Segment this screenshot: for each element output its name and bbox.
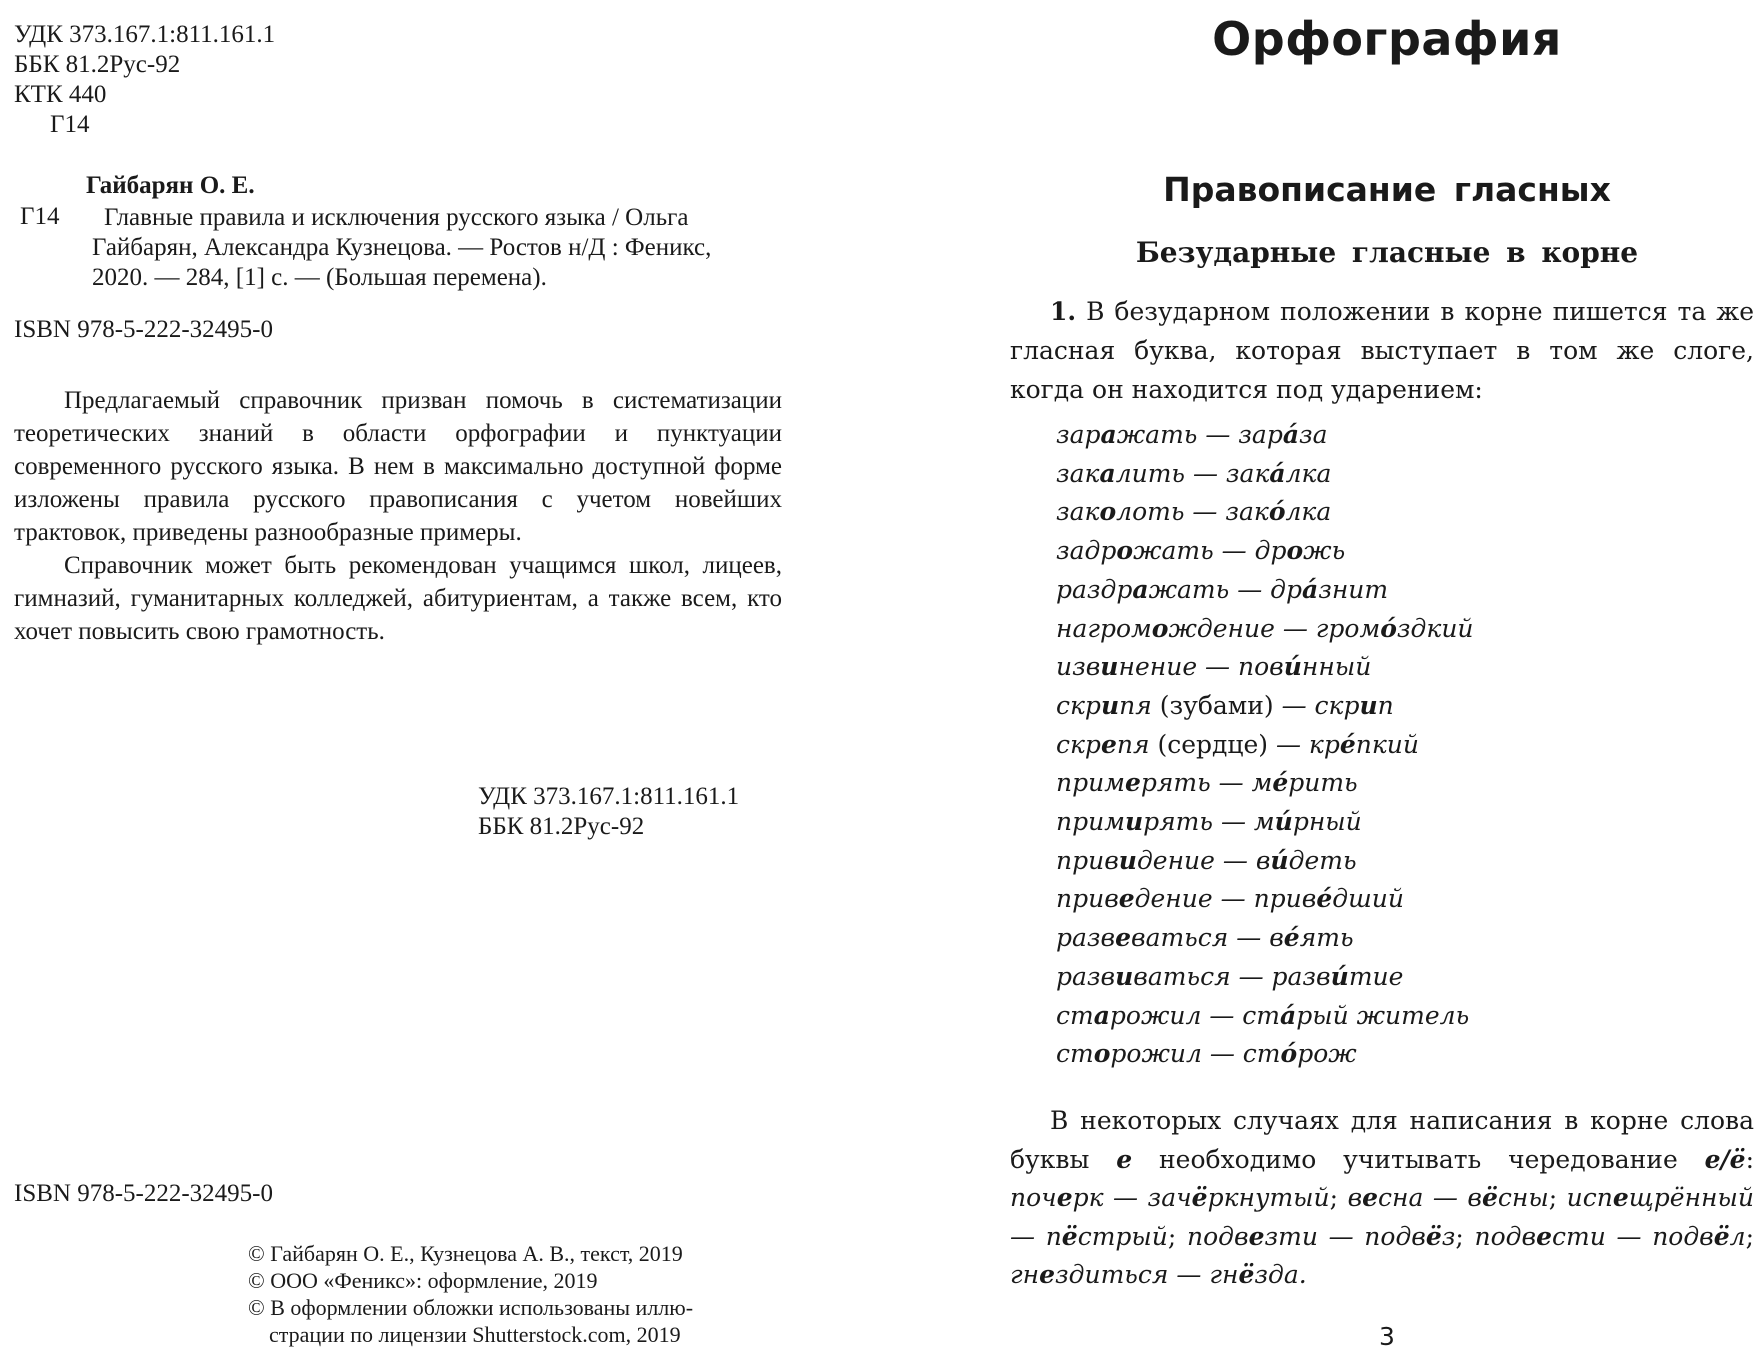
- bbk-code: ББК 81.2Рус-92: [14, 51, 181, 78]
- example-text: ять: [1299, 923, 1354, 953]
- copyright-line: © Гайбарян О. Е., Кузнецова А. В., текст, 2019: [248, 1241, 683, 1266]
- left-page: [0, 0, 800, 1364]
- example-word: сны: [1497, 1183, 1549, 1212]
- example-text: деть: [1288, 845, 1357, 875]
- example-pair: [1056, 764, 1474, 803]
- call-code: Г14: [50, 111, 90, 138]
- rule-paragraph: [1010, 292, 1754, 409]
- example-pair: [1056, 1035, 1474, 1074]
- example-text: ст: [1056, 1000, 1094, 1030]
- highlighted-vowel: а: [1093, 1000, 1110, 1030]
- note-paragraph: [1010, 1102, 1754, 1295]
- rule-text: В безударном положении в корне пишется та же гласная буква, которая выступает в том же слоге, когда он находится под ударением:: [1010, 297, 1754, 404]
- highlighted-vowel: о: [1151, 613, 1169, 643]
- example-pair: [1056, 610, 1474, 649]
- example-text: дение — прив: [1134, 884, 1317, 914]
- example-text: п: [1377, 690, 1394, 720]
- example-text: нагром: [1056, 613, 1152, 643]
- highlighted-vowel: и́: [1274, 807, 1293, 837]
- highlighted-vowel: á: [1302, 574, 1319, 604]
- highlighted-vowel: и́: [1270, 845, 1289, 875]
- biblio-line: 2020. — 284, [1] с. — (Большая перемена).: [92, 264, 547, 291]
- example-text: раздр: [1056, 574, 1133, 604]
- highlighted-letter: е: [1039, 1260, 1056, 1289]
- example-pair: [1056, 493, 1474, 532]
- copyright-line: © В оформлении обложки использованы иллю-: [248, 1295, 694, 1320]
- isbn-top: ISBN 978-5-222-32495-0: [14, 316, 274, 343]
- highlighted-letter: е: [1612, 1183, 1629, 1212]
- highlighted-vowel: é: [1283, 923, 1300, 953]
- copyright-block: [248, 1240, 778, 1348]
- example-word: сти — подв: [1552, 1221, 1714, 1251]
- example-text: нный: [1301, 652, 1372, 682]
- highlighted-vowel: и: [1359, 690, 1378, 720]
- example-text: прив: [1056, 884, 1119, 914]
- example-pair: [1056, 842, 1474, 881]
- example-word: щрённый — п: [1010, 1183, 1754, 1251]
- example-pair: [1056, 416, 1474, 455]
- highlighted-vowel: о: [1116, 536, 1134, 566]
- highlighted-vowel: е: [1115, 923, 1132, 953]
- highlighted-vowel: а: [1100, 420, 1117, 449]
- classification-codes: [14, 20, 275, 140]
- example-pair: [1056, 532, 1474, 571]
- example-text: дший: [1332, 884, 1404, 914]
- example-text: рожил — ст: [1110, 1039, 1281, 1069]
- example-word: рк — зач: [1072, 1183, 1192, 1212]
- example-text: лка: [1285, 458, 1332, 488]
- highlighted-letter: ё: [1425, 1221, 1442, 1251]
- highlighted-vowel: ó: [1380, 613, 1397, 643]
- bibliographic-record: [92, 203, 782, 293]
- example-text: прив: [1056, 845, 1119, 875]
- example-word: стрый: [1077, 1221, 1168, 1251]
- example-text: пя: [1116, 729, 1158, 759]
- example-text: тие: [1348, 961, 1404, 991]
- example-text: рить: [1288, 768, 1358, 798]
- example-text: задр: [1056, 536, 1117, 566]
- example-text: — скр: [1273, 690, 1360, 720]
- highlighted-vowel: é: [1316, 884, 1333, 914]
- section-title: Правописание гласных: [1163, 170, 1611, 209]
- highlighted-vowel: ó: [1280, 1039, 1298, 1069]
- example-text: скр: [1056, 729, 1101, 759]
- note-text: необходимо учитывать чередование: [1132, 1144, 1705, 1174]
- example-text: пкий: [1355, 729, 1419, 759]
- note-text: ;: [1745, 1221, 1755, 1251]
- example-context: (зубами): [1159, 690, 1274, 720]
- example-text: разв: [1056, 923, 1116, 953]
- highlighted-vowel: é: [1339, 729, 1356, 759]
- highlighted-vowel: á: [1280, 1000, 1297, 1030]
- example-text: пя: [1119, 690, 1160, 720]
- highlighted-vowel: á: [1282, 420, 1300, 449]
- chapter-title: Орфография: [1212, 12, 1562, 66]
- example-text: дение — в: [1136, 845, 1271, 875]
- example-pair: [1056, 919, 1474, 958]
- highlighted-vowel: и: [1118, 845, 1137, 875]
- ktk-code: КТК 440: [14, 81, 107, 108]
- example-text: ст: [1056, 1039, 1094, 1069]
- examples-list: [1056, 416, 1474, 1074]
- highlighted-letter: е: [1362, 1183, 1379, 1212]
- example-text: здкий: [1396, 613, 1474, 643]
- example-pair: [1056, 958, 1474, 997]
- udk-code: УДК 373.167.1:811.161.1: [14, 21, 276, 48]
- example-text: скр: [1056, 690, 1101, 720]
- example-text: ваться — в: [1131, 923, 1284, 953]
- highlighted-letter: ё: [1191, 1183, 1208, 1212]
- copyright-line: © ООО «Феникс»: оформление, 2019: [248, 1268, 598, 1293]
- highlighted-letter: е: [1056, 1183, 1073, 1212]
- example-text: рный: [1292, 807, 1362, 837]
- example-text: за: [1299, 420, 1328, 449]
- example-text: ждение — гром: [1168, 613, 1381, 643]
- example-text: изв: [1056, 652, 1101, 682]
- highlighted-vowel: и: [1115, 961, 1134, 991]
- annotation-paragraph: Предлагаемый справочник призван помочь в систематизации теоретических знаний в области орфографии и пунктуации современного русского языка. В нем в максимально доступной форме изложены правила русского правописания с учетом новейших трактовок, приведены разнообразные примеры.: [14, 387, 782, 546]
- note-text: ;: [1548, 1183, 1567, 1212]
- author-heading: Гайбарян О. Е.: [86, 172, 255, 199]
- note-text: ;: [1455, 1221, 1475, 1251]
- example-text: жать — др: [1148, 574, 1302, 604]
- example-text: ваться — разв: [1133, 961, 1331, 991]
- example-text: лоть — зак: [1116, 497, 1269, 527]
- udk-code: УДК 373.167.1:811.161.1: [478, 783, 740, 810]
- note-text: ;: [1167, 1221, 1188, 1251]
- highlighted-vowel: о: [1286, 536, 1304, 566]
- example-text: рять — м: [1140, 768, 1273, 798]
- biblio-code: Г14: [20, 203, 60, 230]
- highlighted-vowel: о: [1099, 497, 1117, 527]
- highlighted-letter: е/ё: [1704, 1144, 1746, 1174]
- isbn-bottom: ISBN 978-5-222-32495-0: [14, 1180, 274, 1207]
- highlighted-vowel: ó: [1268, 497, 1286, 527]
- example-text: лить — зак: [1115, 458, 1270, 488]
- highlighted-vowel: о: [1093, 1039, 1111, 1069]
- example-text: зар: [1056, 420, 1101, 449]
- rule-number: 1.: [1050, 297, 1077, 326]
- annotation-paragraph: Справочник может быть рекомендован учащимся школ, лицеев, гимназий, гуманитарных колледжей, абитуриентам, а также всем, кто хочет повысить свою грамотность.: [14, 552, 782, 645]
- highlighted-letter: ё: [1061, 1221, 1078, 1251]
- highlighted-letter: ё: [1481, 1183, 1498, 1212]
- example-text: лка: [1285, 497, 1332, 527]
- example-text: жать — др: [1133, 536, 1287, 566]
- example-pair: [1056, 803, 1474, 842]
- right-page: [1010, 0, 1764, 1364]
- example-pair: [1056, 455, 1474, 494]
- note-text: :: [1745, 1144, 1754, 1174]
- example-word: ркнутый: [1207, 1183, 1330, 1212]
- example-text: зак: [1056, 458, 1100, 488]
- example-text: прим: [1056, 768, 1125, 798]
- example-text: зак: [1056, 497, 1100, 527]
- example-word: подв: [1187, 1221, 1249, 1251]
- example-text: рожил — ст: [1109, 1000, 1281, 1030]
- example-pair: [1056, 997, 1474, 1036]
- highlighted-vowel: и́: [1330, 961, 1349, 991]
- example-word: зда.: [1254, 1260, 1307, 1289]
- example-text: рож: [1297, 1039, 1357, 1069]
- highlighted-vowel: е: [1100, 729, 1117, 759]
- biblio-line: Гайбарян, Александра Кузнецова. — Ростов н/Д : Феникс,: [92, 234, 712, 261]
- example-pair: [1056, 571, 1474, 610]
- example-pair: [1056, 880, 1474, 919]
- highlighted-letter: е: [1116, 1144, 1133, 1174]
- example-text: прим: [1056, 807, 1125, 837]
- example-word: л: [1729, 1221, 1746, 1251]
- biblio-line: Главные правила и исключения русского языка / Ольга: [104, 204, 689, 231]
- classification-codes-bottom: [478, 782, 739, 842]
- example-word: здиться — гн: [1055, 1260, 1239, 1289]
- example-pair: [1056, 687, 1474, 726]
- example-text: знит: [1318, 574, 1389, 604]
- example-text: жь: [1303, 536, 1346, 566]
- highlighted-vowel: á: [1269, 458, 1286, 488]
- highlighted-vowel: é: [1272, 768, 1289, 798]
- highlighted-letter: ё: [1713, 1221, 1730, 1251]
- note-text: В некоторых случаях для написания в корне слова буквы: [1010, 1106, 1754, 1174]
- example-pair: [1056, 648, 1474, 687]
- highlighted-vowel: е: [1124, 768, 1141, 798]
- example-word: поч: [1010, 1183, 1057, 1212]
- highlighted-vowel: е: [1118, 884, 1135, 914]
- bbk-code: ББК 81.2Рус-92: [478, 813, 645, 840]
- highlighted-vowel: а: [1132, 574, 1149, 604]
- highlighted-letter: е: [1248, 1221, 1265, 1251]
- example-text: рый житель: [1296, 1000, 1470, 1030]
- note-text: ;: [1329, 1183, 1348, 1212]
- example-text: жать — зар: [1116, 420, 1283, 449]
- example-pair: [1056, 726, 1474, 765]
- copyright-line: страции по лицензии Shutterstock.com, 2019: [269, 1322, 681, 1347]
- highlighted-vowel: и́: [1283, 652, 1302, 682]
- example-text: нение — пов: [1118, 652, 1284, 682]
- example-word: исп: [1566, 1183, 1613, 1212]
- highlighted-letter: е: [1536, 1221, 1552, 1251]
- highlighted-vowel: и: [1124, 807, 1144, 837]
- example-text: разв: [1056, 961, 1116, 991]
- highlighted-vowel: и: [1100, 652, 1119, 682]
- highlighted-vowel: а: [1099, 458, 1116, 488]
- example-text: — кр: [1268, 729, 1340, 759]
- example-word: сна — в: [1378, 1183, 1482, 1212]
- example-word: гн: [1010, 1260, 1040, 1289]
- alternation-note: [1010, 1102, 1754, 1295]
- highlighted-vowel: и: [1100, 690, 1120, 720]
- highlighted-letter: ё: [1238, 1260, 1255, 1289]
- example-word: з: [1441, 1221, 1456, 1251]
- subsection-title: Безударные гласные в корне: [1135, 236, 1639, 269]
- annotation: [14, 384, 782, 648]
- example-word: подв: [1474, 1221, 1537, 1251]
- page-number: 3: [1379, 1322, 1395, 1351]
- example-word: зти — подв: [1264, 1221, 1426, 1251]
- example-context: (сердце): [1157, 729, 1269, 759]
- example-text: рять — м: [1143, 807, 1275, 837]
- example-word: в: [1347, 1183, 1363, 1212]
